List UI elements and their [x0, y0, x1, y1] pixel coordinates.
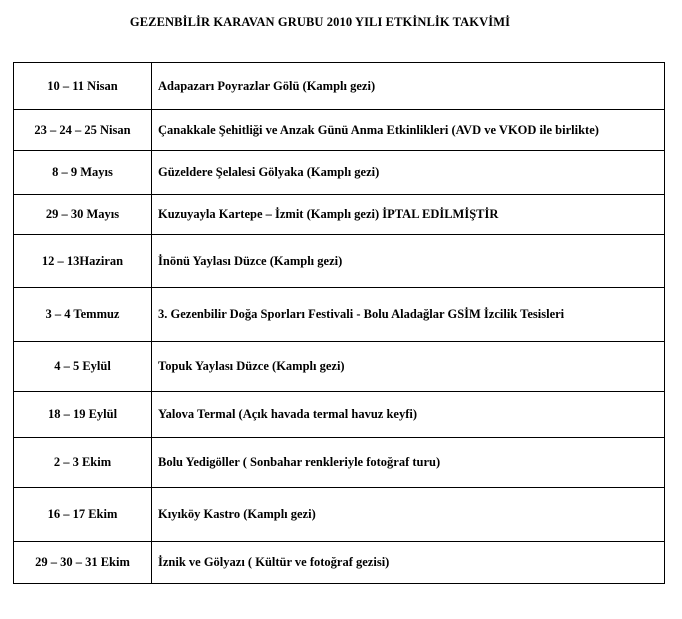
event-date: 12 – 13Haziran	[14, 235, 152, 288]
table-row	[14, 438, 665, 488]
event-date: 3 – 4 Temmuz	[14, 288, 152, 342]
event-description: 3. Gezenbilir Doğa Sporları Festivali - Bolu Aladağlar GSİM İzcilik Tesisleri	[152, 288, 665, 342]
table-row	[14, 63, 665, 110]
event-description: Yalova Termal (Açık havada termal havuz keyfi)	[152, 392, 665, 438]
table-row	[14, 288, 665, 342]
event-date: 4 – 5 Eylül	[14, 342, 152, 392]
table-row	[14, 151, 665, 195]
table-row	[14, 235, 665, 288]
event-date: 23 – 24 – 25 Nisan	[14, 110, 152, 151]
event-date: 18 – 19 Eylül	[14, 392, 152, 438]
event-description: Güzeldere Şelalesi Gölyaka (Kamplı gezi)	[152, 151, 665, 195]
table-row	[14, 542, 665, 584]
event-date: 8 – 9 Mayıs	[14, 151, 152, 195]
event-description: Çanakkale Şehitliği ve Anzak Günü Anma Etkinlikleri (AVD ve VKOD ile birlikte)	[152, 110, 665, 151]
table-row	[14, 110, 665, 151]
event-description: Adapazarı Poyrazlar Gölü (Kamplı gezi)	[152, 63, 665, 110]
event-date: 16 – 17 Ekim	[14, 488, 152, 542]
event-description: Kuzuyayla Kartepe – İzmit (Kamplı gezi) İPTAL EDİLMİŞTİR	[152, 195, 665, 235]
event-description: Topuk Yaylası Düzce (Kamplı gezi)	[152, 342, 665, 392]
table-row	[14, 488, 665, 542]
event-date: 2 – 3 Ekim	[14, 438, 152, 488]
event-description: Bolu Yedigöller ( Sonbahar renkleriyle fotoğraf turu)	[152, 438, 665, 488]
event-description: Kıyıköy Kastro (Kamplı gezi)	[152, 488, 665, 542]
event-calendar-table	[13, 62, 665, 584]
event-date: 10 – 11 Nisan	[14, 63, 152, 110]
event-description: İznik ve Gölyazı ( Kültür ve fotoğraf gezisi)	[152, 542, 665, 584]
table-row	[14, 195, 665, 235]
event-date: 29 – 30 Mayıs	[14, 195, 152, 235]
page-title: GEZENBİLİR KARAVAN GRUBU 2010 YILI ETKİNLİK TAKVİMİ	[129, 15, 511, 29]
table-row	[14, 392, 665, 438]
event-description: İnönü Yaylası Düzce (Kamplı gezi)	[152, 235, 665, 288]
event-date: 29 – 30 – 31 Ekim	[14, 542, 152, 584]
table-row	[14, 342, 665, 392]
